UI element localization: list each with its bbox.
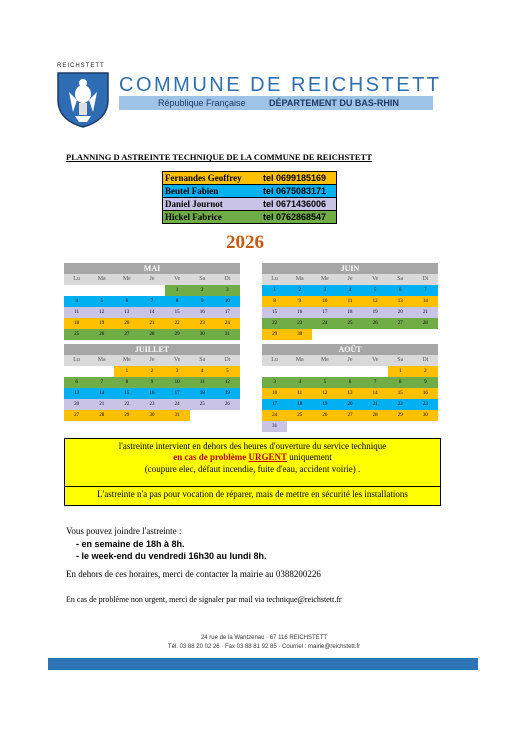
day-cell: 22 [262, 318, 287, 329]
day-cell: 14 [413, 296, 438, 307]
weekday-label: Di [422, 357, 429, 363]
day-cell: 8 [388, 377, 413, 388]
day-cell: 30 [190, 329, 215, 340]
info-line-urgent [65, 452, 440, 462]
day-cell [413, 329, 438, 340]
day-cell: 20 [64, 399, 89, 410]
month-name: JUIN [262, 263, 438, 274]
day-cell [363, 366, 388, 377]
day-cell: 18 [64, 318, 89, 329]
month-grid [64, 285, 240, 340]
weekday-label: Sa [199, 357, 206, 363]
day-cell: 12 [89, 307, 114, 318]
day-cell: 14 [139, 307, 164, 318]
weekday-label: Je [347, 276, 353, 282]
day-cell: 9 [413, 377, 438, 388]
day-cell: 8 [262, 296, 287, 307]
day-cell: 11 [64, 307, 89, 318]
day-cell: 7 [413, 285, 438, 296]
day-cell: 15 [262, 307, 287, 318]
month-grid [262, 366, 438, 432]
day-cell: 17 [312, 307, 337, 318]
day-cell [337, 366, 362, 377]
urgent-prefix: en cas de problème [173, 452, 249, 462]
day-cell: 29 [114, 410, 139, 421]
day-cell: 19 [363, 307, 388, 318]
weekday-label: Me [122, 357, 131, 363]
weekday-label: Ve [371, 357, 379, 363]
day-cell: 26 [363, 318, 388, 329]
contact-tel: tel 0699185169 [263, 173, 327, 183]
day-cell: 12 [312, 388, 337, 399]
day-cell [89, 366, 114, 377]
month-grid [64, 366, 240, 421]
info-line-vocation: L'astreinte n'a pas pour vocation de réparer, mais de mettre en sécurité les installations [97, 489, 408, 499]
contact-row [163, 172, 336, 184]
astreinte-intro: Vous pouvez joindre l'astreinte : [66, 526, 182, 536]
day-cell: 6 [388, 285, 413, 296]
day-cell: 11 [337, 296, 362, 307]
day-cell: 5 [312, 377, 337, 388]
day-cell: 17 [215, 307, 240, 318]
day-cell: 26 [89, 329, 114, 340]
day-cell: 3 [312, 285, 337, 296]
day-cell: 4 [190, 366, 215, 377]
day-cell: 16 [287, 307, 312, 318]
weekday-label: Ve [371, 276, 379, 282]
contact-tel: tel 0671436006 [263, 199, 327, 209]
day-cell [114, 285, 139, 296]
day-cell: 29 [165, 329, 190, 340]
day-cell: 19 [312, 399, 337, 410]
day-cell: 26 [312, 410, 337, 421]
day-cell [388, 329, 413, 340]
day-cell: 5 [89, 296, 114, 307]
day-cell: 30 [287, 329, 312, 340]
day-cell: 10 [165, 377, 190, 388]
day-cell: 30 [139, 410, 164, 421]
month-name: JUILLET [64, 344, 240, 355]
day-cell: 13 [388, 296, 413, 307]
day-cell: 21 [139, 318, 164, 329]
day-cell: 2 [413, 366, 438, 377]
day-cell: 18 [190, 388, 215, 399]
day-cell [363, 329, 388, 340]
calendar-juin [262, 263, 438, 340]
day-cell [413, 421, 438, 432]
weekday-header [262, 274, 438, 285]
day-cell: 24 [312, 318, 337, 329]
weekday-header [64, 274, 240, 285]
day-cell [89, 285, 114, 296]
weekday-label: Lu [271, 276, 278, 282]
day-cell: 28 [363, 410, 388, 421]
day-cell: 20 [337, 399, 362, 410]
day-cell: 27 [64, 410, 89, 421]
commune-title: COMMUNE DE REICHSTETT [119, 74, 442, 96]
day-cell: 2 [139, 366, 164, 377]
weekday-label: Ve [173, 357, 181, 363]
weekday-label: Sa [397, 276, 404, 282]
day-cell [215, 410, 240, 421]
day-cell: 24 [165, 399, 190, 410]
day-cell: 27 [114, 329, 139, 340]
day-cell: 15 [165, 307, 190, 318]
day-cell: 19 [89, 318, 114, 329]
day-cell [287, 421, 312, 432]
contact-tel: tel 0762868547 [263, 212, 327, 222]
day-cell: 9 [190, 296, 215, 307]
contact-row [163, 197, 336, 210]
outside-hours-text: En dehors de ces horaires, merci de contacter la mairie au 0388200226 [66, 569, 321, 579]
weekday-label: Je [149, 276, 155, 282]
day-cell: 7 [139, 296, 164, 307]
day-cell [337, 421, 362, 432]
day-cell: 24 [262, 410, 287, 421]
day-cell: 23 [139, 399, 164, 410]
day-cell: 1 [165, 285, 190, 296]
day-cell: 3 [262, 377, 287, 388]
day-cell [64, 285, 89, 296]
day-cell: 10 [215, 296, 240, 307]
day-cell: 30 [413, 410, 438, 421]
day-cell: 9 [139, 377, 164, 388]
day-cell: 6 [337, 377, 362, 388]
day-cell: 17 [165, 388, 190, 399]
contact-name: Beutel Fabien [165, 186, 219, 196]
weekday-label: Ma [295, 357, 304, 363]
day-cell: 25 [190, 399, 215, 410]
footer-address: 24 rue de la Wantzenau · 67 116 REICHSTETT [200, 635, 328, 641]
day-cell: 4 [287, 377, 312, 388]
header-band [119, 96, 433, 110]
day-cell: 25 [64, 329, 89, 340]
weekday-label: Di [224, 276, 231, 282]
weekday-label: Di [422, 276, 429, 282]
footer-phones: Tél. 03 88 20 02 26 · Fax 03 88 81 92 85 · Courriel : mairie@reichstett.fr [167, 644, 361, 650]
day-cell: 2 [287, 285, 312, 296]
contact-name: Fernandes Geoffrey [165, 173, 242, 183]
day-cell: 3 [165, 366, 190, 377]
day-cell: 16 [190, 307, 215, 318]
info-separator [65, 486, 440, 487]
day-cell [312, 421, 337, 432]
day-cell: 22 [165, 318, 190, 329]
day-cell: 31 [262, 421, 287, 432]
weekday-label: Ma [97, 357, 106, 363]
day-cell [388, 421, 413, 432]
day-cell: 29 [388, 410, 413, 421]
contact-name: Daniel Journot [165, 199, 223, 209]
weekday-hours: - en semaine de 18h à 8h. [76, 539, 185, 549]
day-cell [262, 366, 287, 377]
day-cell: 20 [388, 307, 413, 318]
day-cell: 10 [312, 296, 337, 307]
day-cell: 7 [363, 377, 388, 388]
day-cell: 6 [114, 296, 139, 307]
day-cell: 20 [114, 318, 139, 329]
day-cell: 1 [114, 366, 139, 377]
weekday-label: Lu [271, 357, 278, 363]
day-cell: 31 [215, 329, 240, 340]
planning-title: PLANNING D ASTREINTE TECHNIQUE DE LA COMMUNE DE REICHSTETT [66, 152, 372, 162]
day-cell: 5 [215, 366, 240, 377]
contacts-table [162, 171, 337, 224]
day-cell: 15 [388, 388, 413, 399]
day-cell: 18 [337, 307, 362, 318]
day-cell: 21 [89, 399, 114, 410]
day-cell: 11 [287, 388, 312, 399]
day-cell: 17 [262, 399, 287, 410]
weekday-header [64, 355, 240, 366]
contact-row [163, 210, 336, 223]
astreinte-info-box [64, 438, 441, 506]
day-cell: 9 [287, 296, 312, 307]
calendar-aout [262, 344, 438, 432]
day-cell: 19 [215, 388, 240, 399]
weekday-header [262, 355, 438, 366]
day-cell: 27 [337, 410, 362, 421]
coat-of-arms-logo [55, 70, 111, 128]
day-cell [287, 366, 312, 377]
day-cell [337, 329, 362, 340]
day-cell: 7 [89, 377, 114, 388]
day-cell: 25 [287, 410, 312, 421]
day-cell: 10 [262, 388, 287, 399]
day-cell: 16 [413, 388, 438, 399]
day-cell: 3 [215, 285, 240, 296]
day-cell: 15 [114, 388, 139, 399]
calendar-mai [64, 263, 240, 340]
info-line-examples: (coupure elec, défaut incendie, fuite d'eau, accident voirie) . [144, 464, 361, 474]
town-name-small: REICHSTETT [57, 63, 105, 69]
weekday-label: Me [320, 357, 329, 363]
contact-name: Hickel Fabrice [165, 212, 222, 222]
day-cell: 21 [363, 399, 388, 410]
footer-band [48, 658, 478, 670]
day-cell: 14 [89, 388, 114, 399]
weekday-label: Di [224, 357, 231, 363]
weekday-label: Sa [397, 357, 404, 363]
weekday-label: Lu [73, 276, 80, 282]
day-cell: 13 [114, 307, 139, 318]
weekday-label: Ma [97, 276, 106, 282]
weekday-label: Lu [73, 357, 80, 363]
day-cell: 13 [337, 388, 362, 399]
weekday-label: Sa [199, 276, 206, 282]
day-cell: 23 [413, 399, 438, 410]
day-cell [190, 410, 215, 421]
info-line-hours: l'astreinte intervient en dehors des heures d'ouverture du service technique [118, 441, 387, 451]
day-cell: 4 [64, 296, 89, 307]
day-cell: 21 [413, 307, 438, 318]
day-cell: 6 [64, 377, 89, 388]
day-cell: 13 [64, 388, 89, 399]
day-cell: 31 [165, 410, 190, 421]
day-cell: 23 [287, 318, 312, 329]
weekday-label: Ma [295, 276, 304, 282]
day-cell: 25 [337, 318, 362, 329]
weekday-label: Ve [173, 276, 181, 282]
day-cell: 5 [363, 285, 388, 296]
contact-tel: tel 0675083171 [263, 186, 327, 196]
day-cell: 8 [114, 377, 139, 388]
day-cell: 23 [190, 318, 215, 329]
day-cell [64, 366, 89, 377]
departement-label: DÉPARTEMENT DU BAS-RHIN [269, 98, 399, 108]
day-cell: 28 [139, 329, 164, 340]
day-cell: 22 [388, 399, 413, 410]
day-cell: 4 [337, 285, 362, 296]
day-cell: 29 [262, 329, 287, 340]
day-cell: 12 [215, 377, 240, 388]
day-cell [363, 421, 388, 432]
day-cell: 11 [190, 377, 215, 388]
weekday-label: Me [122, 276, 131, 282]
day-cell [312, 329, 337, 340]
republique-label: République Française [158, 98, 246, 108]
month-name: MAI [64, 263, 240, 274]
day-cell [139, 285, 164, 296]
day-cell: 14 [363, 388, 388, 399]
weekday-label: Je [149, 357, 155, 363]
day-cell: 8 [165, 296, 190, 307]
day-cell: 28 [89, 410, 114, 421]
urgent-word: URGENT [248, 452, 288, 462]
month-grid [262, 285, 438, 340]
urgent-suffix: uniquement [287, 452, 332, 462]
day-cell [312, 366, 337, 377]
day-cell: 22 [114, 399, 139, 410]
month-name: AOÛT [262, 344, 438, 355]
year-label: 2026 [226, 232, 264, 253]
day-cell: 12 [363, 296, 388, 307]
day-cell: 27 [388, 318, 413, 329]
day-cell: 1 [388, 366, 413, 377]
weekday-label: Me [320, 276, 329, 282]
non-urgent-text: En cas de problème non urgent, merci de signaler par mail via technique@reichstett.fr [66, 595, 342, 604]
weekday-label: Je [347, 357, 353, 363]
day-cell: 28 [413, 318, 438, 329]
day-cell: 18 [287, 399, 312, 410]
day-cell: 2 [190, 285, 215, 296]
day-cell: 26 [215, 399, 240, 410]
contact-row [163, 184, 336, 197]
calendar-juillet [64, 344, 240, 421]
weekend-hours: - le week-end du vendredi 16h30 au lundi 8h. [76, 551, 267, 561]
day-cell: 24 [215, 318, 240, 329]
day-cell: 16 [139, 388, 164, 399]
day-cell: 1 [262, 285, 287, 296]
